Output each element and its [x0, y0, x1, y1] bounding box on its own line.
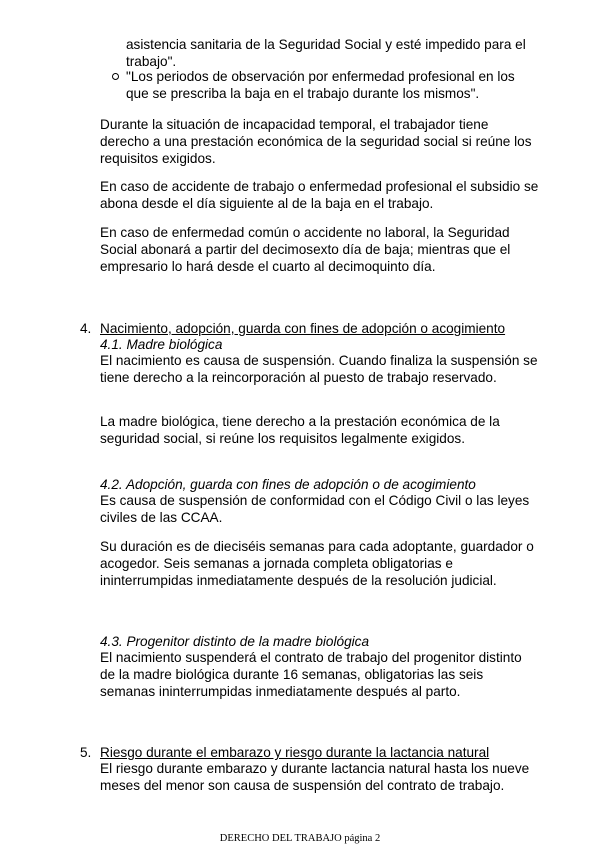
subsection-title: 4.3. Progenitor distinto de la madre biológica — [100, 634, 370, 649]
paragraph: Su duración es de dieciséis semanas para cada adoptante, guardador o acogedor. Seis semanas a jornada completa obligatorias e ininterrumpidas inmediatamente después de la resolución judicial. — [100, 539, 534, 588]
paragraph: El nacimiento es causa de suspensión. Cuando finaliza la suspensión se tiene derecho a la reincorporación al puesto de trabajo reservado. — [100, 353, 538, 385]
paragraph: En caso de accidente de trabajo o enfermedad profesional el subsidio se abona desde el día siguiente al de la baja en el trabajo. — [100, 179, 539, 211]
paragraph: El nacimiento suspenderá el contrato de trabajo del progenitor distinto de la madre biológica durante 16 semanas, obligatorias las seis semanas ininterrumpidas inmediatamente después al parto. — [100, 650, 522, 699]
page-footer: DERECHO DEL TRABAJO página 2 — [219, 833, 381, 844]
paragraph: La madre biológica, tiene derecho a la prestación económica de la seguridad social, si reúne los requisitos legalmente exigidos. — [100, 414, 500, 446]
continuation-text: asistencia sanitaria de la Seguridad Social y esté impedido para el trabajo". — [126, 37, 526, 69]
list-item-text: "Los periodos de observación por enfermedad profesional en los que se prescriba la baja en el trabajo durante los mismos". — [126, 69, 515, 101]
paragraph: En caso de enfermedad común o accidente no laboral, la Seguridad Social abonará a partir del decimosexto día de baja; mientras que el empresario lo hará desde el cuarto al decimoquinto día. — [100, 225, 511, 274]
section-title: Nacimiento, adopción, guarda con fines de adopción o acogimiento — [100, 321, 506, 336]
section-title: Riesgo durante el embarazo y riesgo durante la lactancia natural — [100, 745, 490, 760]
section-number: 4. — [80, 321, 92, 336]
section-number: 5. — [80, 745, 92, 760]
subsection-title: 4.1. Madre biológica — [100, 337, 223, 352]
hollow-circle-bullet-icon — [112, 73, 119, 80]
paragraph: Durante la situación de incapacidad temporal, el trabajador tiene derecho a una prestación económica de la seguridad social si reúne los requisitos exigidos. — [100, 117, 532, 166]
paragraph: El riesgo durante embarazo y durante lactancia natural hasta los nueve meses del menor son causa de suspensión del contrato de trabajo. — [100, 761, 530, 793]
subsection-title: 4.2. Adopción, guarda con fines de adopción o de acogimiento — [100, 477, 476, 492]
paragraph: Es causa de suspensión de conformidad con el Código Civil o las leyes civiles de las CCAA. — [100, 493, 530, 525]
